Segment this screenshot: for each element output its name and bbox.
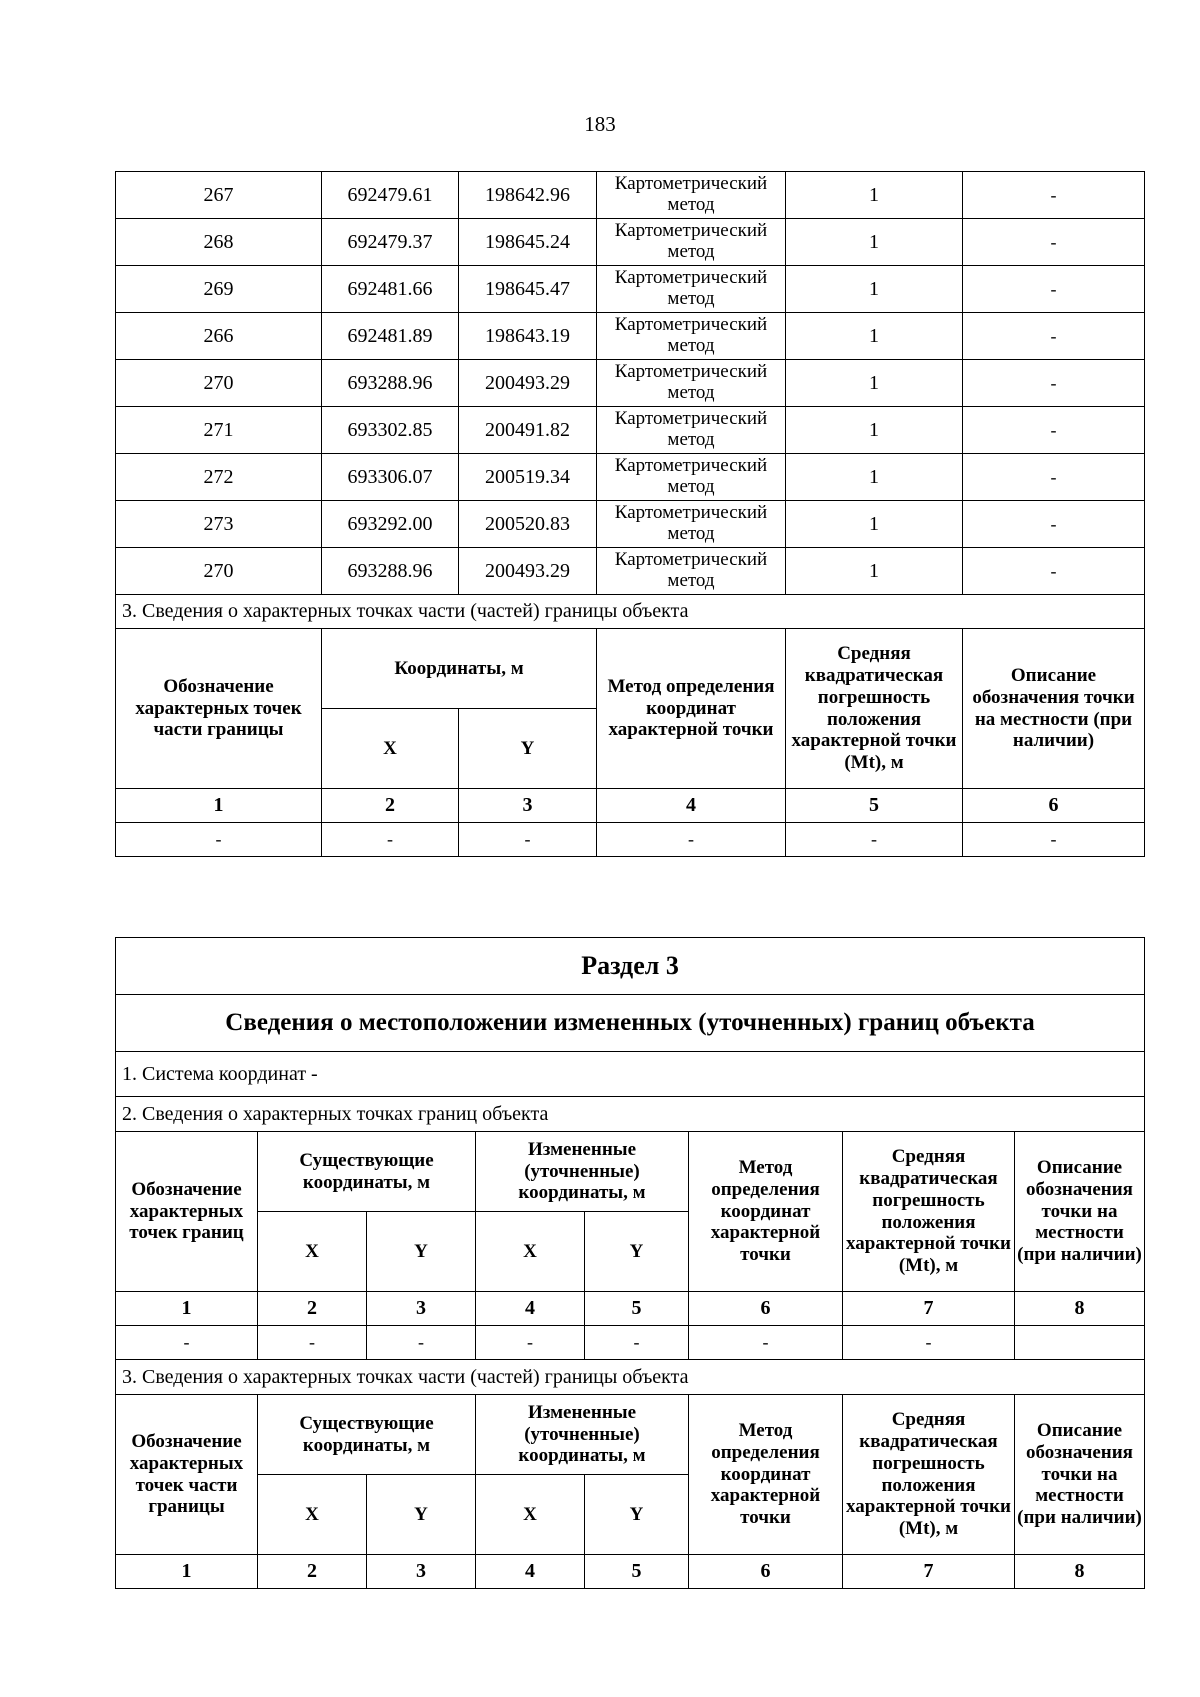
method-cell: Картометрический метод (597, 219, 786, 266)
y-cell: 198643.19 (459, 313, 597, 360)
desc-cell: - (963, 360, 1145, 407)
y-cell: 198645.24 (459, 219, 597, 266)
mt-cell: 1 (786, 407, 963, 454)
header-x: X (476, 1475, 585, 1555)
x-cell: 692481.66 (322, 266, 459, 313)
table-row (116, 548, 1145, 595)
table-row (116, 219, 1145, 266)
x-cell: 693292.00 (322, 501, 459, 548)
desc-cell: - (963, 501, 1145, 548)
col-number: 1 (116, 789, 322, 823)
method-cell: Картометрический метод (597, 407, 786, 454)
part2-title: 2. Сведения о характерных точках границ объекта (116, 1097, 1145, 1132)
section-subtitle: Сведения о местоположении измененных (уточненных) границ объекта (116, 995, 1145, 1052)
empty-cell: - (459, 823, 597, 857)
desc-cell: - (963, 407, 1145, 454)
table-row (116, 360, 1145, 407)
col-number: 5 (786, 789, 963, 823)
empty-cell: - (367, 1326, 476, 1360)
col-number: 3 (367, 1555, 476, 1589)
empty-cell: - (116, 1326, 258, 1360)
desc-cell: - (963, 266, 1145, 313)
part3-title: 3. Сведения о характерных точках части (частей) границы объекта (116, 595, 1145, 629)
coord-system: 1. Система координат - (116, 1052, 1145, 1097)
header-y: Y (459, 709, 597, 789)
x-cell: 692481.89 (322, 313, 459, 360)
coordinates-rows (116, 172, 1145, 595)
method-cell: Картометрический метод (597, 501, 786, 548)
empty-cell: - (597, 823, 786, 857)
desc-cell: - (963, 454, 1145, 501)
desc-cell: - (963, 548, 1145, 595)
header-y: Y (367, 1212, 476, 1292)
column-numbers-row (116, 1555, 1145, 1589)
y-cell: 200519.34 (459, 454, 597, 501)
point-cell: 270 (116, 548, 322, 595)
column-numbers-row (116, 789, 1145, 823)
empty-cell: - (322, 823, 459, 857)
y-cell: 200493.29 (459, 548, 597, 595)
empty-cell: - (689, 1326, 843, 1360)
y-cell: 198642.96 (459, 172, 597, 219)
x-cell: 692479.61 (322, 172, 459, 219)
header-mt: Средняя квадратическая погрешность положения характерной точки (Mt), м (843, 1395, 1015, 1555)
col-number: 6 (963, 789, 1145, 823)
y-cell: 198645.47 (459, 266, 597, 313)
empty-cell: - (585, 1326, 689, 1360)
header-method: Метод определения координат характерной точки (597, 629, 786, 789)
mt-cell: 1 (786, 313, 963, 360)
mt-cell: 1 (786, 501, 963, 548)
col-number: 4 (476, 1555, 585, 1589)
col-number: 6 (689, 1555, 843, 1589)
point-cell: 266 (116, 313, 322, 360)
header-y: Y (585, 1475, 689, 1555)
empty-cell: - (116, 823, 322, 857)
table-row (116, 501, 1145, 548)
method-cell: Картометрический метод (597, 454, 786, 501)
col-number: 1 (116, 1292, 258, 1326)
point-cell: 271 (116, 407, 322, 454)
col-number: 1 (116, 1555, 258, 1589)
method-cell: Картометрический метод (597, 548, 786, 595)
method-cell: Картометрический метод (597, 313, 786, 360)
page-number: 183 (584, 112, 616, 136)
header-point: Обозначение характерных точек части границы (116, 1395, 258, 1555)
col-number: 6 (689, 1292, 843, 1326)
desc-cell: - (963, 313, 1145, 360)
header-point: Обозначение характерных точек границ (116, 1132, 258, 1292)
header-y: Y (367, 1475, 476, 1555)
mt-cell: 1 (786, 454, 963, 501)
empty-row (116, 1326, 1145, 1360)
section3-table (115, 937, 1145, 1589)
header-coords: Координаты, м (322, 629, 597, 709)
x-cell: 693288.96 (322, 360, 459, 407)
col-number: 3 (367, 1292, 476, 1326)
empty-cell: - (843, 1326, 1015, 1360)
empty-row (116, 823, 1145, 857)
header-mt: Средняя квадратическая погрешность положения характерной точки (Mt), м (843, 1132, 1015, 1292)
header-desc: Описание обозначения точки на местности (при наличии) (963, 629, 1145, 789)
header-x: X (258, 1212, 367, 1292)
point-cell: 268 (116, 219, 322, 266)
table-row (116, 454, 1145, 501)
method-cell: Картометрический метод (597, 266, 786, 313)
desc-cell: - (963, 172, 1145, 219)
header-existing-coords: Существующие координаты, м (258, 1395, 476, 1475)
mt-cell: 1 (786, 219, 963, 266)
col-number: 4 (476, 1292, 585, 1326)
header-x: X (322, 709, 459, 789)
mt-cell: 1 (786, 548, 963, 595)
point-cell: 269 (116, 266, 322, 313)
table-row (116, 266, 1145, 313)
col-number: 7 (843, 1292, 1015, 1326)
mt-cell: 1 (786, 360, 963, 407)
empty-cell: - (963, 823, 1145, 857)
point-cell: 267 (116, 172, 322, 219)
empty-cell: - (786, 823, 963, 857)
header-desc: Описание обозначения точки на местности (при наличии) (1015, 1132, 1145, 1292)
header-x: X (476, 1212, 585, 1292)
section-title: Раздел 3 (116, 938, 1145, 995)
x-cell: 693302.85 (322, 407, 459, 454)
y-cell: 200491.82 (459, 407, 597, 454)
col-number: 5 (585, 1292, 689, 1326)
point-cell: 272 (116, 454, 322, 501)
y-cell: 200493.29 (459, 360, 597, 407)
header-x: X (258, 1475, 367, 1555)
header-mt: Средняя квадратическая погрешность положения характерной точки (Mt), м (786, 629, 963, 789)
header-changed-coords: Измененные (уточненные) координаты, м (476, 1132, 689, 1212)
empty-cell: - (476, 1326, 585, 1360)
x-cell: 693306.07 (322, 454, 459, 501)
coordinates-table (115, 171, 1145, 857)
col-number: 2 (258, 1292, 367, 1326)
header-point: Обозначение характерных точек части границы (116, 629, 322, 789)
y-cell: 200520.83 (459, 501, 597, 548)
point-cell: 270 (116, 360, 322, 407)
column-numbers-row (116, 1292, 1145, 1326)
col-number: 8 (1015, 1555, 1145, 1589)
part3-title: 3. Сведения о характерных точках части (частей) границы объекта (116, 1360, 1145, 1395)
col-number: 8 (1015, 1292, 1145, 1326)
x-cell: 693288.96 (322, 548, 459, 595)
header-desc: Описание обозначения точки на местности (при наличии) (1015, 1395, 1145, 1555)
header-method: Метод определения координат характерной точки (689, 1132, 843, 1292)
col-number: 2 (322, 789, 459, 823)
col-number: 2 (258, 1555, 367, 1589)
table-row (116, 313, 1145, 360)
empty-cell: - (258, 1326, 367, 1360)
header-changed-coords: Измененные (уточненные) координаты, м (476, 1395, 689, 1475)
header-existing-coords: Существующие координаты, м (258, 1132, 476, 1212)
header-method: Метод определения координат характерной точки (689, 1395, 843, 1555)
col-number: 4 (597, 789, 786, 823)
col-number: 3 (459, 789, 597, 823)
table-row (116, 172, 1145, 219)
col-number: 7 (843, 1555, 1015, 1589)
table-row (116, 407, 1145, 454)
desc-cell: - (963, 219, 1145, 266)
mt-cell: 1 (786, 266, 963, 313)
x-cell: 692479.37 (322, 219, 459, 266)
method-cell: Картометрический метод (597, 360, 786, 407)
col-number: 5 (585, 1555, 689, 1589)
header-y: Y (585, 1212, 689, 1292)
empty-cell (1015, 1326, 1145, 1360)
point-cell: 273 (116, 501, 322, 548)
mt-cell: 1 (786, 172, 963, 219)
method-cell: Картометрический метод (597, 172, 786, 219)
